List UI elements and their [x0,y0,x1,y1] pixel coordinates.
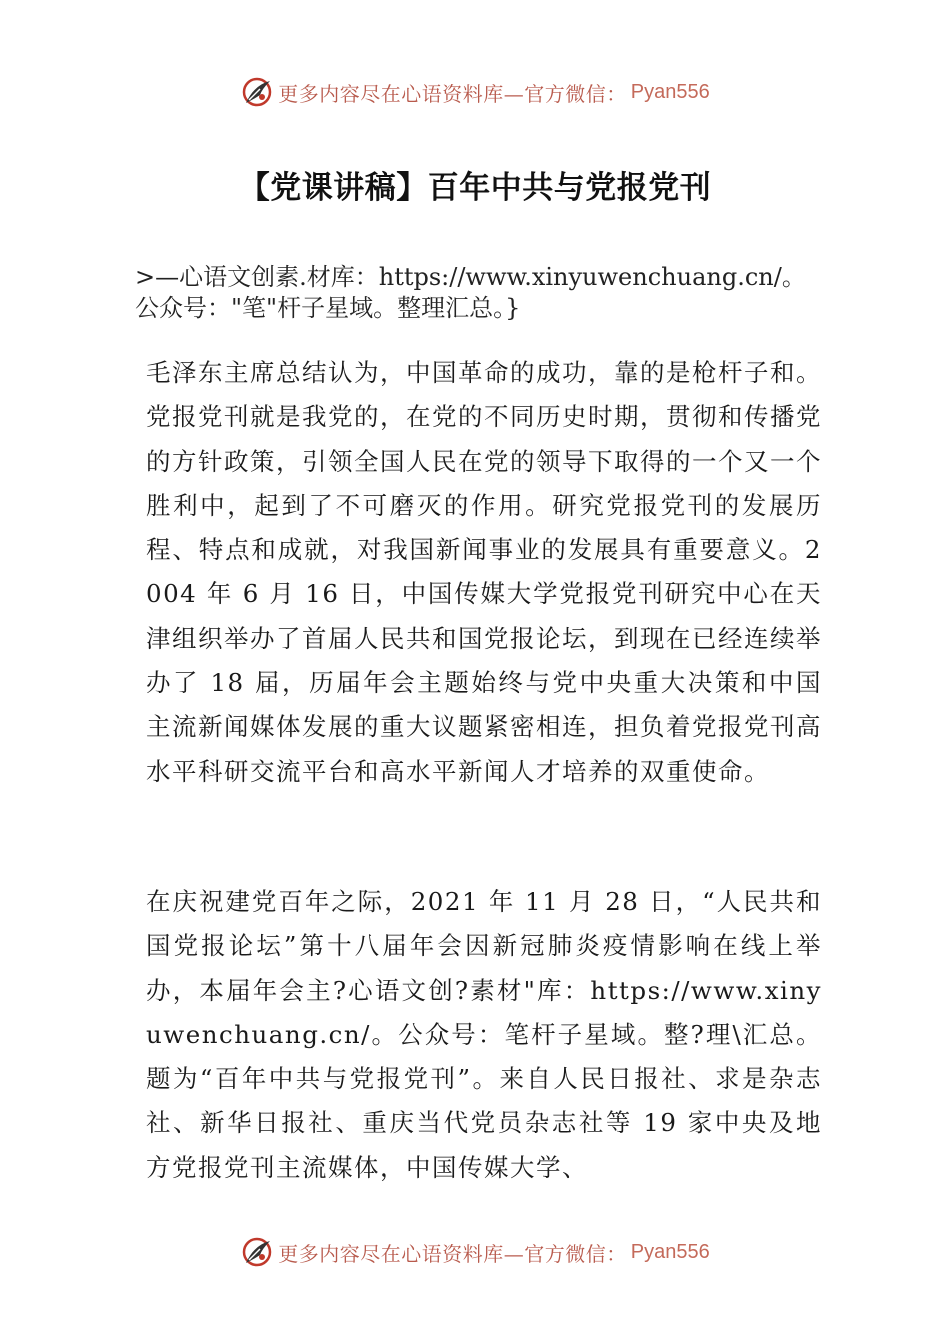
body-paragraph: 毛泽东主席总结认为，中国革命的成功，靠的是枪杆子和。党报党刊就是我党的，在党的不同历史时期，贯彻和传播党的方针政策，引领全国人民在党的领导下取得的一个又一个胜利中，起到了不可磨灭的作用。研究党报党刊的发展历程、特点和成就，对我国新闻事业的发展具有重要意义。2004 年 6 月 16 日，中国传媒大学党报党刊研究中心在天津组织举办了首届人民共和国党报论坛，到现在已经连续举办了 18 届，历届年会主题始终与党中央重大决策和中国主流新闻媒体发展的重大议题紧密相连，担负着党报党刊高水平科研交流平台和高水平新闻人才培养的双重使命。 [146,358,822,786]
footer-banner [0,1232,950,1272]
banner-text: 更多内容尽在心语资料库—官方微信： [278,1241,627,1266]
banner-text: 更多内容尽在心语资料库—官方微信： [278,81,627,106]
pen-nib-logo-icon [240,75,274,109]
source-note: >—心语文创素.材库：https://www.xinyuwenchuang.cn/。公众号："笔"杆子星域。整理汇总。} [135,263,806,322]
document-title: 【党课讲稿】百年中共与党报党刊 [238,170,712,206]
header-banner [0,72,950,112]
banner-wechat-id: Pyan556 [630,80,710,103]
banner-wechat-id: Pyan556 [630,1240,710,1263]
body-paragraph: 在庆祝建党百年之际，2021 年 11 月 28 日，“人民共和国党报论坛”第十八届年会因新冠肺炎疫情影响在线上举办，本届年会主?心语文创?素材"库：https://www.xinyuwenchuang.cn/。公众号：笔杆子星域。整?理\汇总。题为“百年中共与党报党刊”。来自人民日报社、求是杂志社、新华日报社、重庆当代党员杂志社等 19 家中央及地方党报党刊主流媒体，中国传媒大学、 [146,887,822,1182]
pen-nib-logo-icon [240,1235,274,1269]
